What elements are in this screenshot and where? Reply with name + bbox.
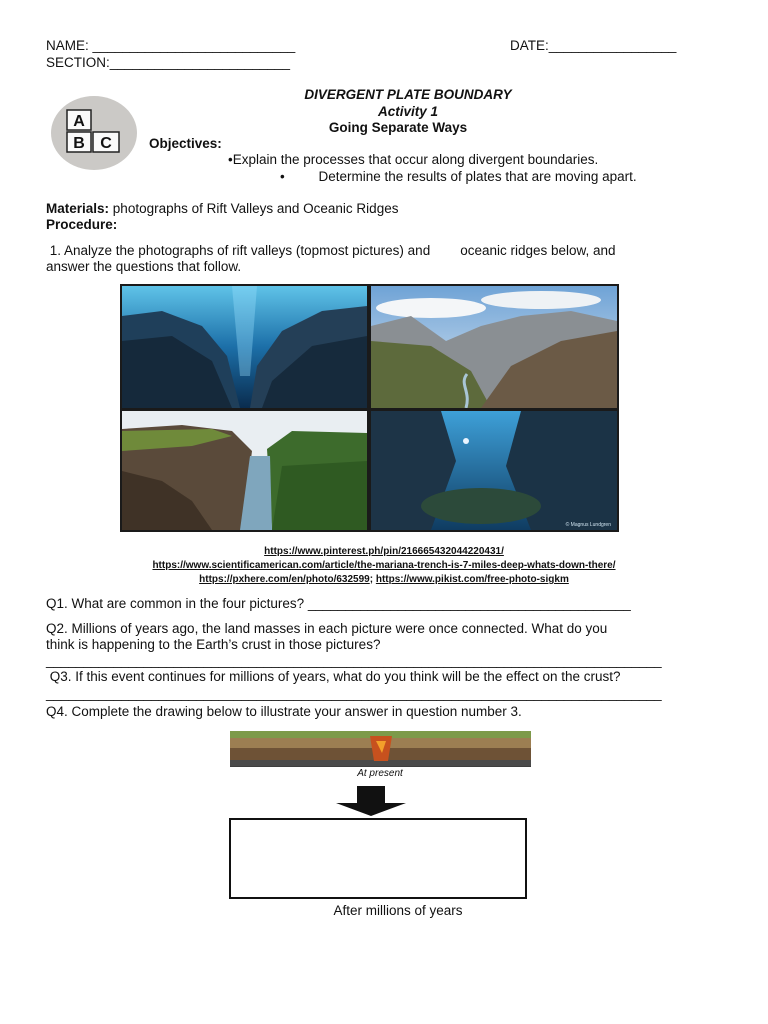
materials-line — [46, 201, 398, 216]
arrow-down-icon — [336, 786, 406, 816]
logo-letter-a: A — [73, 113, 85, 130]
objective-item-2: • Determine the results of plates that are moving apart. — [280, 169, 637, 184]
crust-cross-section-image — [230, 731, 531, 767]
question-2: Q2. Millions of years ago, the land masses in each picture were once connected. What do you — [46, 621, 608, 636]
question-3-answer-line: __________________________________________________________________________________ — [46, 686, 662, 701]
materials-label: Materials: — [46, 201, 110, 216]
abc-blocks-logo — [51, 96, 137, 170]
page-title: DIVERGENT PLATE BOUNDARY — [304, 87, 512, 102]
date-field-label: DATE:_________________ — [510, 38, 677, 53]
logo-letter-b: B — [73, 135, 85, 152]
procedure-label: Procedure: — [46, 217, 118, 232]
section-field-label: SECTION:________________________ — [46, 55, 290, 70]
at-present-caption: At present — [357, 768, 403, 779]
photo-credit: © Magnus Lundgren — [565, 522, 611, 528]
question-4: Q4. Complete the drawing below to illustrate your answer in question number 3. — [46, 704, 522, 719]
procedure-step-1-cont: answer the questions that follow. — [46, 259, 242, 274]
after-millions-caption: After millions of years — [333, 903, 463, 918]
source-link-3-row — [120, 569, 648, 587]
activity-label: Activity 1 — [377, 104, 439, 119]
oceanic-rift-photo — [122, 286, 367, 408]
underwater-fissure-photo — [371, 411, 617, 530]
source-link-pinterest[interactable]: https://www.pinterest.ph/pin/216665432044220431/ — [264, 546, 504, 557]
question-2-cont: think is happening to the Earth’s crust in those pictures? — [46, 637, 381, 652]
link-separator: ; — [369, 574, 376, 585]
procedure-step-1: 1. Analyze the photographs of rift valleys (topmost pictures) and oceanic ridges below, and — [46, 243, 616, 258]
drawing-answer-box[interactable] — [229, 818, 527, 899]
activity-subtitle: Going Separate Ways — [328, 120, 468, 135]
source-link-pikist[interactable]: https://www.pikist.com/free-photo-sigkm — [375, 574, 569, 585]
question-2-answer-line: __________________________________________________________________________________ — [46, 653, 662, 668]
source-link-pxhere[interactable]: https://pxhere.com/en/photo/632599 — [199, 574, 370, 585]
objective-item-1: •Explain the processes that occur along divergent boundaries. — [228, 152, 599, 167]
rift-valley-mountain-photo — [371, 286, 617, 408]
abc-blocks-icon — [51, 96, 137, 170]
fissure-river-photo — [122, 411, 367, 530]
logo-letter-c: C — [100, 135, 112, 152]
materials-text: photographs of Rift Valleys and Oceanic Ridges — [112, 201, 399, 216]
question-1: Q1. What are common in the four pictures? ___________________________________________ — [46, 596, 631, 611]
objectives-label: Objectives: — [149, 136, 222, 151]
source-link-scientificamerican[interactable]: https://www.scientificamerican.com/article/the-mariana-trench-is-7-miles-deep-whats-down-there/ — [152, 560, 616, 571]
question-3: Q3. If this event continues for millions of years, what do you think will be the effect on the crust? — [46, 669, 621, 684]
name-field-label: NAME: ___________________________ — [46, 38, 296, 53]
